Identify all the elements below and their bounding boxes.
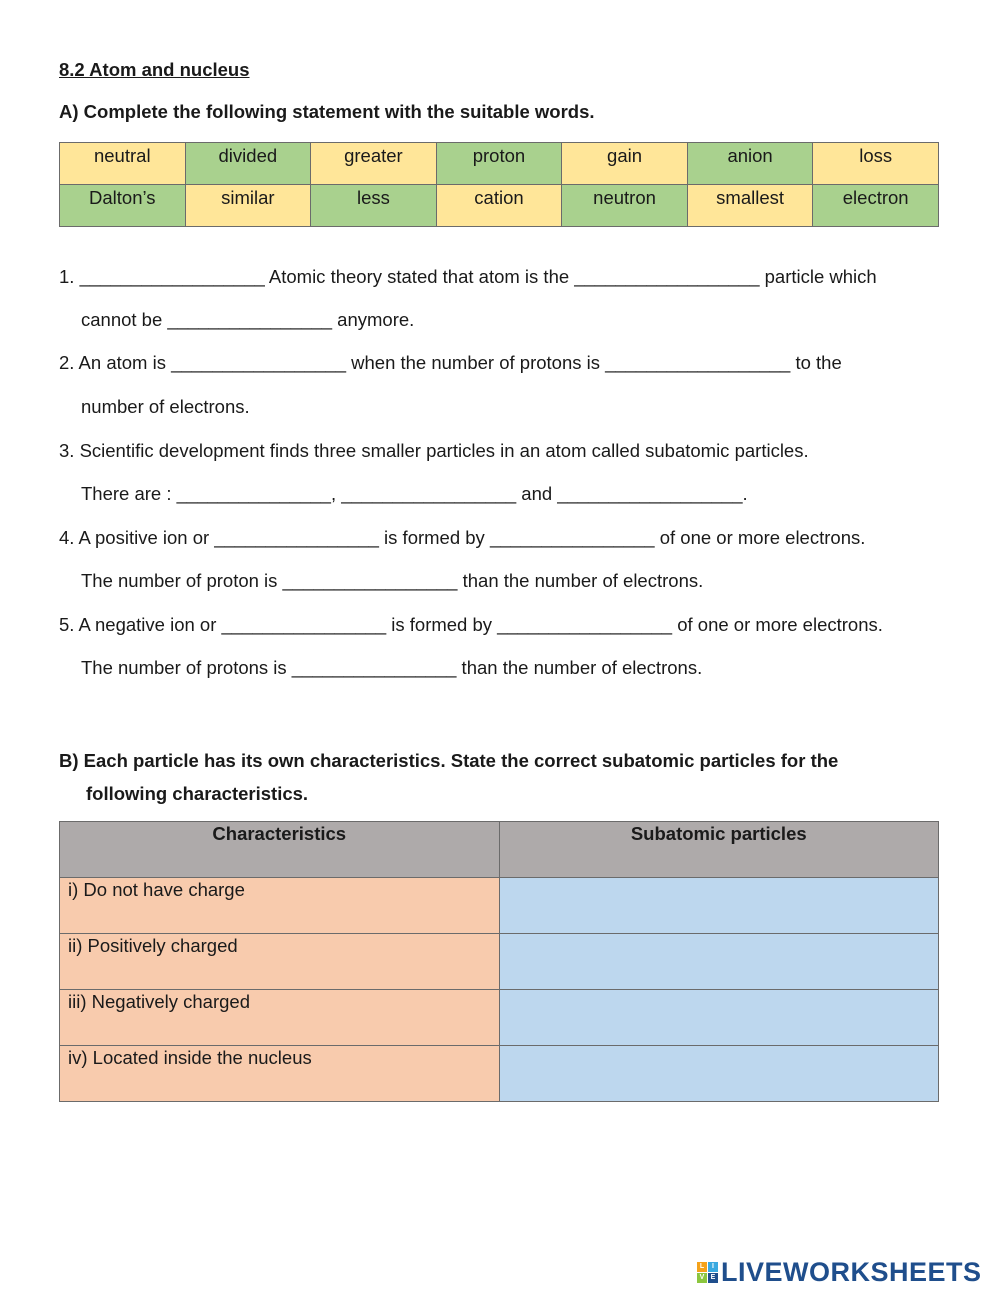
word-cell: cation [436, 185, 562, 227]
logo-letter: E [708, 1273, 718, 1283]
question-5-line-2[interactable]: The number of protons is ________________ than the number of electrons. [81, 657, 703, 678]
question-2-line-2: number of electrons. [81, 396, 250, 417]
question-4-line-2[interactable]: The number of proton is _________________ than the number of electrons. [81, 570, 704, 591]
section-a-heading: A) Complete the following statement with the suitable words. [59, 101, 595, 122]
logo-mark-icon [697, 1262, 718, 1283]
logo-letter: L [697, 1262, 707, 1272]
word-cell: neutral [60, 143, 186, 185]
section-b-heading-line-1: B) Each particle has its own characteristics. State the correct subatomic particles for the [59, 750, 839, 771]
question-4-line-1[interactable]: 4. A positive ion or ________________ is formed by ________________ of one or more electrons. [59, 527, 866, 548]
logo-letter: I [708, 1262, 718, 1272]
section-b-heading-line-2: following characteristics. [86, 783, 309, 804]
characteristic-cell: i) Do not have charge [60, 878, 500, 934]
answer-cell[interactable] [499, 878, 939, 934]
word-cell: gain [562, 143, 688, 185]
answer-cell[interactable] [499, 934, 939, 990]
table-header-row [60, 822, 939, 878]
characteristics-table [59, 821, 939, 1102]
word-bank-row [60, 185, 939, 227]
column-header-characteristics: Characteristics [60, 822, 500, 878]
table-row [60, 934, 939, 990]
question-1-line-1[interactable]: 1. __________________ Atomic theory stated that atom is the __________________ particle which [59, 266, 877, 287]
section-b-heading [59, 744, 838, 810]
word-cell: smallest [687, 185, 813, 227]
word-cell: electron [813, 185, 939, 227]
word-bank-table [59, 142, 939, 227]
liveworksheets-logo [697, 1257, 982, 1288]
word-cell: greater [311, 143, 437, 185]
characteristic-cell: ii) Positively charged [60, 934, 500, 990]
word-cell: similar [185, 185, 311, 227]
word-cell: less [311, 185, 437, 227]
question-2-line-1[interactable]: 2. An atom is _________________ when the number of protons is __________________ to the [59, 352, 842, 373]
page-title: 8.2 Atom and nucleus [59, 59, 250, 80]
answer-cell[interactable] [499, 990, 939, 1046]
table-row [60, 878, 939, 934]
characteristic-cell: iv) Located inside the nucleus [60, 1046, 500, 1102]
characteristic-cell: iii) Negatively charged [60, 990, 500, 1046]
question-3-line-2[interactable]: There are : _______________, _________________ and __________________. [81, 483, 748, 504]
logo-letter: V [697, 1273, 707, 1283]
column-header-subatomic-particles: Subatomic particles [499, 822, 939, 878]
word-cell: Dalton’s [60, 185, 186, 227]
logo-text: LIVEWORKSHEETS [721, 1257, 982, 1287]
word-bank-row [60, 143, 939, 185]
table-row [60, 1046, 939, 1102]
word-cell: loss [813, 143, 939, 185]
table-row [60, 990, 939, 1046]
answer-cell[interactable] [499, 1046, 939, 1102]
question-3-line-1: 3. Scientific development finds three smaller particles in an atom called subatomic particles. [59, 440, 809, 461]
word-cell: neutron [562, 185, 688, 227]
word-cell: divided [185, 143, 311, 185]
question-5-line-1[interactable]: 5. A negative ion or ________________ is formed by _________________ of one or more electrons. [59, 614, 883, 635]
question-1-line-2[interactable]: cannot be ________________ anymore. [81, 309, 415, 330]
word-cell: proton [436, 143, 562, 185]
word-cell: anion [687, 143, 813, 185]
